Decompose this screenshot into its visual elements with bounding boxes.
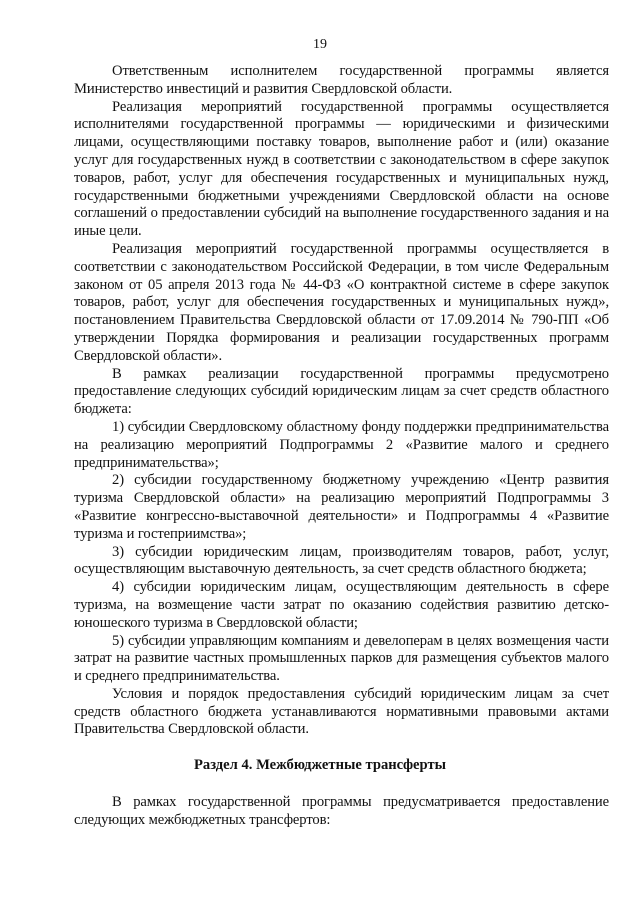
paragraph-legislation: Реализация мероприятий государственной программы осуществляется в соответствии с законодательством Российской Федерации, в том числе Федеральным законом от 05 апреля 2013 года № 44-ФЗ «О контрактной системе в сфере закупок товаров, работ, услуг для обеспечения государственных и муниципальных нужд», постановлением Правительства Свердловской области от 17.09.2014 № 790-ПП «Об утверждении Порядка формирования и реализации государственных программ Свердловской области». — [74, 240, 609, 364]
paragraph-responsible-executor: Ответственным исполнителем государственной программы является Министерство инвестиций и развития Свердловской области. — [74, 63, 609, 97]
paragraph-interbudget-transfers: В рамках государственной программы предусматривается предоставление следующих межбюджетных трансфертов: — [74, 794, 609, 828]
paragraph-implementers: Реализация мероприятий государственной программы осуществляется исполнителями государственной программы — юридическими и физическими лицами, осуществляющими поставку товаров, выполнение работ и (или) оказание услуг для государственных нужд в соответствии с законодательством в сфере закупок товаров, работ, услуг для обеспечения государственных и муниципальных нужд, государственными бюджетными учреждениями Свердловской области на основе соглашений о предоставлении субсидий на выполнение государственного задания и на иные цели. — [74, 98, 609, 240]
section-heading: Раздел 4. Межбюджетные трансферты — [193, 757, 447, 773]
list-item-subsidy-5: 5) субсидии управляющим компаниям и девелоперам в целях возмещения части затрат на развитие частных промышленных парков для размещения субъектов малого и среднего предпринимательства. — [74, 632, 609, 685]
list-item-subsidy-4: 4) субсидии юридическим лицам, осуществляющим деятельность в сфере туризма, на возмещение части затрат по оказанию содействия развитию детско-юношеского туризма в Свердловской области; — [74, 579, 609, 631]
paragraph-conditions: Условия и порядок предоставления субсидий юридическим лицам за счет средств областного бюджета устанавливаются нормативными правовыми актами Правительства Свердловской области. — [74, 685, 609, 738]
list-item-subsidy-1: 1) субсидии Свердловскому областному фонду поддержки предпринимательства на реализацию мероприятий Подпрограммы 2 «Развитие малого и среднего предпринимательства»; — [74, 418, 609, 471]
body-text — [74, 63, 609, 739]
paragraph-subsidies-intro: В рамках реализации государственной программы предусмотрено предоставление следующих субсидий юридическим лицам за счет средств областного бюджета: — [74, 365, 609, 418]
page-number: 19 — [313, 37, 327, 52]
list-item-subsidy-2: 2) субсидии государственному бюджетному учреждению «Центр развития туризма Свердловской области» на реализацию мероприятий Подпрограммы 3 «Развитие конгрессно-выставочной деятельности» и Подпрограммы 4 «Развитие туризма и гостеприимства»; — [74, 472, 609, 542]
list-item-subsidy-3: 3) субсидии юридическим лицам, производителям товаров, работ, услуг, осуществляющим выставочную деятельность, за счет средств областного бюджета; — [74, 543, 609, 578]
section-body — [74, 794, 609, 830]
